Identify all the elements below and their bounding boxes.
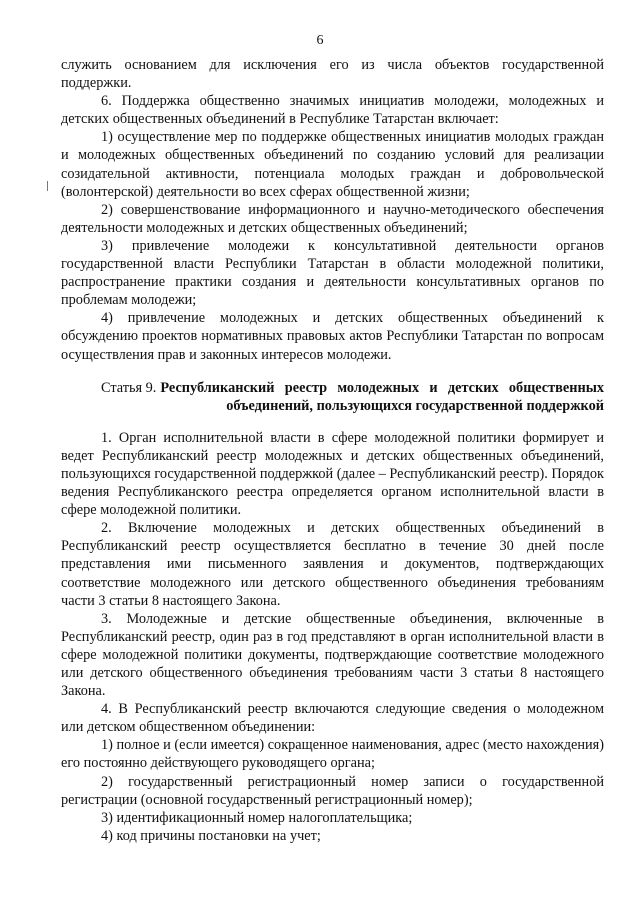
paragraph: 4. В Республиканский реестр включаются следующие сведения о молодежном или детском общественном объединении: [61, 701, 604, 736]
list-item: 3) идентификационный номер налогоплательщика; [101, 809, 413, 826]
list-item: 2) государственный регистрационный номер записи о государственной регистрации (основной государственный регистрационный номер); [61, 773, 604, 808]
article-label: Статья 9. [101, 379, 157, 396]
list-item: 2) совершенствование информационного и научно-методического обеспечения деятельности молодежных и детских общественных объединений; [61, 201, 604, 236]
paragraph: 1. Орган исполнительной власти в сфере молодежной политики формирует и ведет Республиканский реестр молодежных и детских общественных объединений, пользующихся государственной поддержкой (далее – Республиканский реестр). Порядок ведения Республиканского реестра определяется органом исполнительной власти в сфере молодежной политики. [61, 429, 604, 519]
paragraph: 6. Поддержка общественно значимых инициатив молодежи, молодежных и детских общественных объединений в Республике Татарстан включает: [61, 93, 604, 128]
article-heading [61, 379, 604, 415]
list-item: 1) полное и (если имеется) сокращенное наименования, адрес (место нахождения) его постоянно действующего руководящего органа; [61, 737, 604, 772]
document-body [61, 56, 604, 845]
list-item: 4) код причины постановки на учет; [101, 827, 321, 844]
margin-mark [47, 181, 48, 191]
list-item: 1) осуществление мер по поддержке общественных инициатив молодых граждан и молодежных общественных объединений по созданию условий для реализации созидательной активности, потенциала молодых граждан и добровольческой (волонтерской) деятельности во всех сферах общественной жизни; [61, 129, 604, 200]
paragraph: 2. Включение молодежных и детских общественных объединений в Республиканский реестр осуществляется бесплатно в течение 30 дней после представления ими письменного заявления и документов, подтверждающих соответствие молодежного или детского общественного объединения требованиям части 3 статьи 8 настоящего Закона. [61, 520, 604, 609]
article-title: Республиканский реестр молодежных и детских общественных объединений, пользующихся государственной поддержкой [160, 379, 604, 414]
list-item: 3) привлечение молодежи к консультативной деятельности органов государственной власти Республики Татарстан в области молодежной политики, распространение практики создания и деятельности консультативных органов по проблемам молодежи; [61, 237, 604, 309]
paragraph: 3. Молодежные и детские общественные объединения, включенные в Республиканский реестр, один раз в год представляют в орган исполнительной власти в сфере молодежной политики документы, подтверждающие соответствие молодежного или детского общественного объединения требованиям части 3 статьи 8 настоящего Закона. [61, 610, 604, 700]
page-number: 6 [316, 33, 324, 48]
list-item: 4) привлечение молодежных и детских общественных объединений к обсуждению проектов нормативных правовых актов Республики Татарстан по вопросам осуществления прав и законных интересов молодежи. [61, 310, 604, 363]
paragraph: служить основанием для исключения его из числа объектов государственной поддержки. [61, 57, 604, 92]
